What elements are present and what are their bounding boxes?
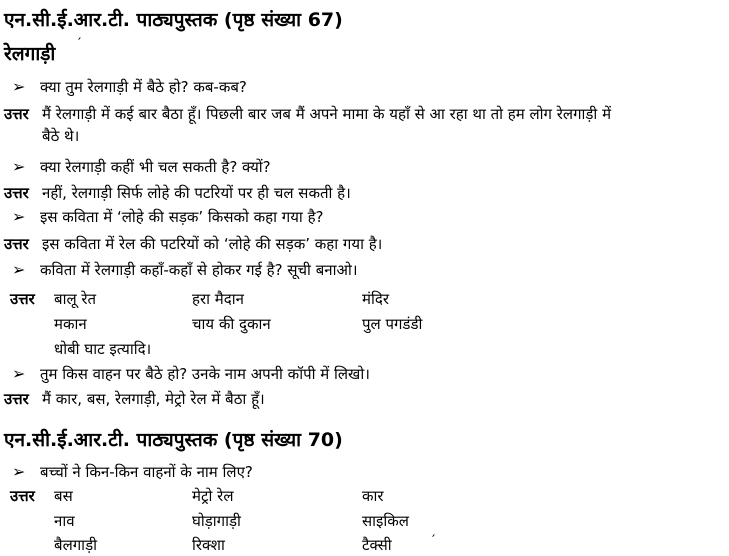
list-item: मेट्रो रेल bbox=[192, 487, 234, 505]
answer-text: नहीं, रेलगाड़ी सिर्फ लोहे की पटरियों पर ही चल सकती है। bbox=[42, 184, 351, 202]
question-text: कविता में रेलगाड़ी कहाँ-कहाँ से होकर गई है? सूची बनाओ। bbox=[40, 261, 358, 279]
arrow-icon: ➢ bbox=[12, 260, 26, 279]
list-item: घोड़ागाड़ी bbox=[192, 512, 241, 530]
answer-text: मैं कार, बस, रेलगाड़ी, मेट्रो रेल में बैठा हूँ। bbox=[42, 390, 265, 408]
answer-label: उत्तर bbox=[4, 105, 29, 123]
question-3 bbox=[12, 207, 324, 227]
list-item: धोबी घाट इत्यादि। bbox=[54, 340, 152, 358]
answer-label: उत्तर bbox=[4, 390, 29, 408]
answer-label: उत्तर bbox=[10, 487, 35, 505]
arrow-icon: ➢ bbox=[12, 77, 26, 96]
answer-1-continued: बैठे थे। bbox=[42, 127, 80, 145]
list-item: बालू रेत bbox=[54, 290, 97, 308]
topic-title: रेलगाड़ी bbox=[4, 43, 56, 65]
stray-mark: ′ bbox=[78, 36, 82, 52]
question-4 bbox=[12, 260, 358, 280]
section-heading-page-67: एन.सी.ई.आर.टी. पाठ्यपुस्तक (पृष्ठ संख्या 67) bbox=[4, 9, 343, 31]
arrow-icon: ➢ bbox=[12, 157, 26, 176]
answer-text: इस कविता में रेल की पटरियों को ‘लोहे की सड़क’ कहा गया है। bbox=[42, 235, 383, 253]
question-text: तुम किस वाहन पर बैठे हो? उनके नाम अपनी कॉपी में लिखो। bbox=[40, 365, 370, 383]
question-text: क्या तुम रेलगाड़ी में बैठे हो? कब-कब? bbox=[40, 78, 247, 96]
answer-3 bbox=[4, 234, 382, 254]
list-item: हरा मैदान bbox=[192, 290, 244, 308]
list-item: पुल पगडंडी bbox=[362, 315, 423, 333]
list-item: रिक्शा bbox=[192, 536, 225, 554]
section-heading-page-70: एन.सी.ई.आर.टी. पाठ्यपुस्तक (पृष्ठ संख्या 70) bbox=[4, 429, 343, 451]
list-item: बैलगाड़ी bbox=[54, 536, 97, 554]
question-text: क्या रेलगाड़ी कहीं भी चल सकती है? क्यों? bbox=[40, 158, 271, 176]
question-text: इस कविता में ‘लोहे की सड़क’ किसको कहा गया है? bbox=[40, 208, 324, 226]
question-1 bbox=[12, 77, 247, 97]
list-item: टैक्सी bbox=[362, 536, 392, 554]
answer-1 bbox=[4, 104, 611, 124]
stray-mark: ′ bbox=[432, 533, 436, 549]
answer-text: मैं रेलगाड़ी में कई बार बैठा हूँ। पिछली बार जब मैं अपने मामा के यहाँ से आ रहा था तो हम लोग रेलगाड़ी में bbox=[42, 105, 612, 123]
question-text: बच्चों ने किन-किन वाहनों के नाम लिए? bbox=[40, 463, 253, 481]
answer-label: उत्तर bbox=[10, 290, 35, 308]
list-item: साइकिल bbox=[362, 512, 409, 530]
answer-2 bbox=[4, 183, 351, 203]
list-item: मकान bbox=[54, 315, 87, 333]
question-5 bbox=[12, 364, 370, 384]
list-item: नाव bbox=[54, 512, 75, 530]
list-item: कार bbox=[362, 487, 384, 505]
list-item: चाय की दुकान bbox=[192, 315, 271, 333]
answer-label: उत्तर bbox=[4, 184, 29, 202]
question-2 bbox=[12, 157, 271, 177]
answer-label: उत्तर bbox=[4, 235, 29, 253]
arrow-icon: ➢ bbox=[12, 207, 26, 226]
arrow-icon: ➢ bbox=[12, 364, 26, 383]
answer-5 bbox=[4, 389, 265, 409]
list-item: बस bbox=[54, 487, 73, 505]
arrow-icon: ➢ bbox=[12, 462, 26, 481]
list-item: मंदिर bbox=[362, 290, 389, 308]
question-6 bbox=[12, 462, 253, 482]
